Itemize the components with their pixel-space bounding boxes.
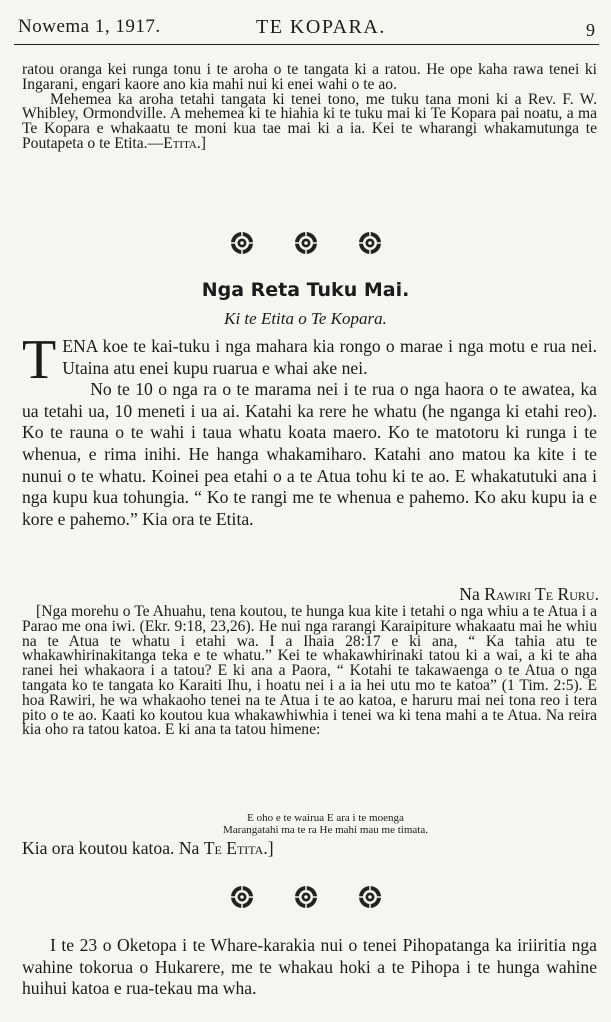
- flower-ornament-icon: [229, 884, 255, 910]
- closing-line: Kia ora koutou katoa. Na Te Etita.]: [22, 838, 274, 858]
- flower-ornament-icon: [229, 230, 255, 256]
- drop-cap: T: [22, 329, 57, 391]
- letter-para2: No te 10 o nga ra o te marama nei i te rua o nga haora o te awatea, ka ua tetahi ua, 10 meneti i ua ai. Katahi ka rere he whatu (he nganga ki etahi reo). Ko te rauna o te wahi i taua whatu koata maero. Ko te matotoru ki runga i te whenua, e rima inihi. He hanga whakamiharo. Katahi ano matou ka kite i te nunui o te whatu. Koinei pea etahi o a te Atua tohu ki te ao. E whakatutuki ana i nga kupu kua tohungia. “ Ko te rangi me te whenua e pahemo. Ko aku kupu ia e kore e pahemo.” Kia ora te Etita.: [22, 379, 597, 529]
- letter-para1: TENA koe te kai-tuku i nga mahara kia rongo o marae i nga motu e rua nei. Utaina atu enei kupu ruarua e whai ake nei.: [22, 329, 597, 391]
- page-number: 9: [586, 20, 595, 40]
- ornament-row-2: [0, 884, 611, 915]
- page-header: [14, 14, 599, 45]
- header-title: TE KOPARA.: [256, 16, 386, 38]
- editor-reply: [22, 605, 597, 738]
- top-note-para1: ratou oranga kei runga tonu i te aroha o te tangata ki a ratou. He ope kaha rawa tenei ki Ingarani, engari kaore ano kia mahi nui ki enei wahi o te ao.: [22, 61, 597, 93]
- flower-ornament-icon: [357, 884, 383, 910]
- letter-body: [22, 329, 597, 530]
- ornament-row-1: [0, 230, 611, 261]
- final-section: [22, 935, 597, 1000]
- final-paragraph: I te 23 o Oketopa i te Whare-karakia nui o tenei Pihopatanga ka iriiritia nga wahine tokorua o Hukarere, me te whakau hoki a te Pihopa i te hunga wahine huihui katoa e rua-tekau ma wha.: [22, 935, 597, 999]
- flower-ornament-icon: [293, 230, 319, 256]
- section-heading: Nga Reta Tuku Mai.: [201, 279, 410, 301]
- top-note: [22, 63, 597, 152]
- flower-ornament-icon: [357, 230, 383, 256]
- hymn-verse: [0, 812, 611, 836]
- verse-line-1: E oho e te wairua E ara i te moenga: [247, 812, 404, 824]
- verse-line-2: Marangatahi ma te ra He mahi mau me timata.: [223, 824, 428, 836]
- header-date: Nowema 1, 1917.: [18, 16, 161, 37]
- flower-ornament-icon: [293, 884, 319, 910]
- letter-signature: Na Rawiri Te Ruru.: [459, 584, 599, 604]
- editor-closing: [22, 838, 597, 860]
- editor-reply-text: [Nga morehu o Te Ahuahu, tena koutou, te hunga kua kite i tetahi o nga whiu a te Atua i a Parao me ona iwi. (Ekr. 9:18, 23,26). He nui nga rarangi Karaipiture whakaatu mai he whiu na te Atua te whatu i etahi wa. I a Ihaia 28:17 e ki ana, “ Ka tahia atu te whakawhirinakitanga teka e te whatu.” Kei te whakawhirinaki tatou ki a wai, a ki te aha ranei hei whakaora i a tatou? E ki ana a Paora, “ Kotahi te takawaenga o te Atua o nga tangata ko te tangata ko Karaiti Ihu, i hoatu nei i a ia hei utu mo te katoa” (1 Tim. 2:5). E hoa Rawiri, he wa whakaoho tenei na te Atua i te ao katoa, e haruru mai nei tona reo i tera pito o te ao. Kaati ko koutou kua whakawhiwhia i tenei wa ki tena mahi a te Atua. Na reira kia oho ra tatou katoa. E ki ana ta tatou himene:: [22, 603, 597, 739]
- top-note-para2: Mehemea ka aroha tetahi tangata ki tenei tono, me tuku tana moni ki a Rev. F. W. Whibley, Ormondville. A mehemea ki te hiahia ki te tuku mai ki Te Kopara pai noatu, a ma Te Kopara e whakaatu te moni kua tae mai ki a ia. Kei te wharangi whakamutunga te Poutapeta o te Etita.—Etita.]: [22, 90, 597, 152]
- section-subheading: Ki te Etita o Te Kopara.: [224, 309, 387, 328]
